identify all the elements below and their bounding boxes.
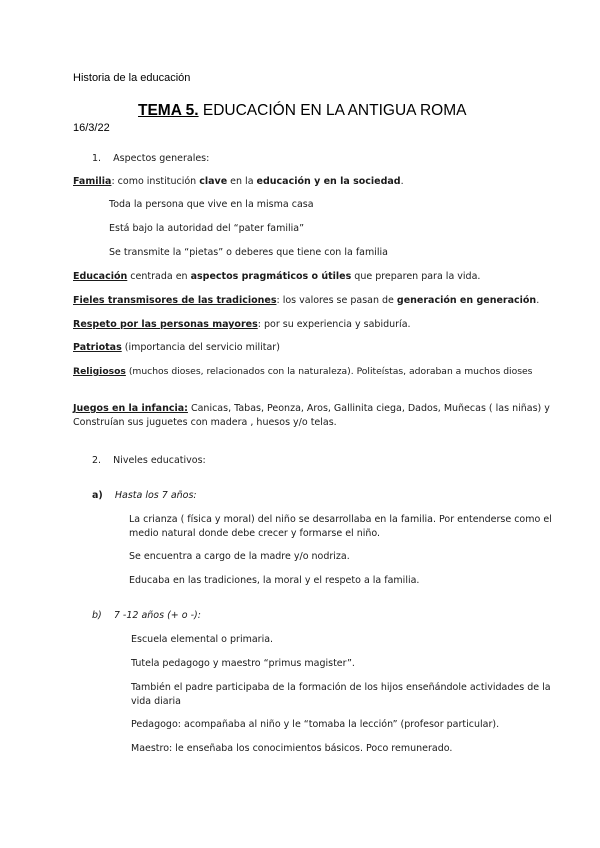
respeto-text-1: : por su experiencia y sabiduría. xyxy=(257,319,411,330)
familia-text-3: . xyxy=(400,176,404,187)
subsection-a-heading xyxy=(92,489,197,503)
title-text: EDUCACIÓN EN LA ANTIGUA ROMA xyxy=(198,102,467,119)
subsection-b-title: 7 -12 años (+ o -): xyxy=(113,610,201,621)
educacion-text-2: que preparen para la vida. xyxy=(351,271,481,282)
familia-point-3: Se transmite la “pietas” o deberes que tiene con la familia xyxy=(109,247,388,258)
juegos-label: Juegos en la infancia: xyxy=(73,403,188,414)
respeto-paragraph xyxy=(73,318,411,332)
fieles-label: Fieles transmisores de las tradiciones xyxy=(73,295,277,306)
educacion-paragraph xyxy=(73,270,480,284)
fieles-text-1: : los valores se pasan de xyxy=(276,295,397,306)
fieles-text-2: . xyxy=(536,295,540,306)
a-paragraph-3: Educaba en las tradiciones, la moral y el respeto a la familia. xyxy=(129,575,420,586)
juegos-line-1: Canicas, Tabas, Peonza, Aros, Gallinita ciega, Dados, Muñecas ( las niñas) y xyxy=(187,403,550,414)
juegos-line-2: Construían sus juguetes con madera , huesos y/o telas. xyxy=(73,417,337,428)
familia-text-2: en la xyxy=(227,176,257,187)
juegos-paragraph xyxy=(73,402,550,416)
familia-bold-1: clave xyxy=(199,176,228,187)
subject-header: Historia de la educación xyxy=(73,72,191,84)
b-paragraph-2: Tutela pedagogo y maestro “primus magister”. xyxy=(131,658,355,669)
religiosos-label: Religiosos xyxy=(73,366,126,377)
patriotas-text-1: (importancia del servicio militar) xyxy=(121,342,280,353)
respeto-label: Respeto por las personas mayores xyxy=(73,319,258,330)
section1-title: Aspectos generales: xyxy=(113,153,210,164)
religiosos-text-1: (muchos dioses, relacionados con la naturaleza). Politeístas, adoraban a muchos dioses xyxy=(125,366,533,377)
a-paragraph-1-line-2: medio natural donde debe crecer y formarse el niño. xyxy=(129,528,381,539)
section2-heading xyxy=(92,454,206,468)
educacion-label: Educación xyxy=(73,271,128,282)
b-paragraph-1: Escuela elemental o primaria. xyxy=(131,634,274,645)
patriotas-paragraph xyxy=(73,341,280,355)
familia-text-1: : como institución xyxy=(111,176,200,187)
section1-heading xyxy=(92,152,209,166)
fieles-paragraph xyxy=(73,294,539,308)
b-paragraph-5: Maestro: le enseñaba los conocimientos básicos. Poco remunerado. xyxy=(131,743,453,754)
page-title xyxy=(138,102,466,120)
date: 16/3/22 xyxy=(73,122,110,134)
familia-point-1: Toda la persona que vive en la misma casa xyxy=(109,199,314,210)
subsection-b-marker: b) xyxy=(92,610,102,621)
familia-bold-2: educación y en la sociedad xyxy=(256,176,401,187)
section1-number: 1. xyxy=(92,153,102,164)
familia-point-2: Está bajo la autoridad del “pater familia” xyxy=(109,223,305,234)
familia-label: Familia xyxy=(73,176,112,187)
a-paragraph-1-line-1: La crianza ( física y moral) del niño se desarrollaba en la familia. Por entenderse como el xyxy=(129,514,552,525)
section2-number: 2. xyxy=(92,455,102,466)
subsection-b-heading xyxy=(92,609,201,623)
title-tema: TEMA 5. xyxy=(138,102,199,119)
educacion-bold-1: aspectos pragmáticos o útiles xyxy=(190,271,352,282)
a-paragraph-2: Se encuentra a cargo de la madre y/o nodriza. xyxy=(129,551,350,562)
b-paragraph-3-line-2: vida diaria xyxy=(131,696,181,707)
section2-title: Niveles educativos: xyxy=(113,455,206,466)
b-paragraph-3-line-1: También el padre participaba de la formación de los hijos enseñándole actividades de la xyxy=(131,682,551,693)
religiosos-paragraph xyxy=(73,365,532,379)
patriotas-label: Patriotas xyxy=(73,342,122,353)
subsection-a-marker: a) xyxy=(92,490,103,501)
familia-paragraph xyxy=(73,175,404,189)
subsection-a-title: Hasta los 7 años: xyxy=(114,490,197,501)
educacion-text-1: centrada en xyxy=(127,271,191,282)
b-paragraph-4: Pedagogo: acompañaba al niño y le “tomaba la lección” (profesor particular). xyxy=(131,719,500,730)
fieles-bold-1: generación en generación xyxy=(396,295,537,306)
